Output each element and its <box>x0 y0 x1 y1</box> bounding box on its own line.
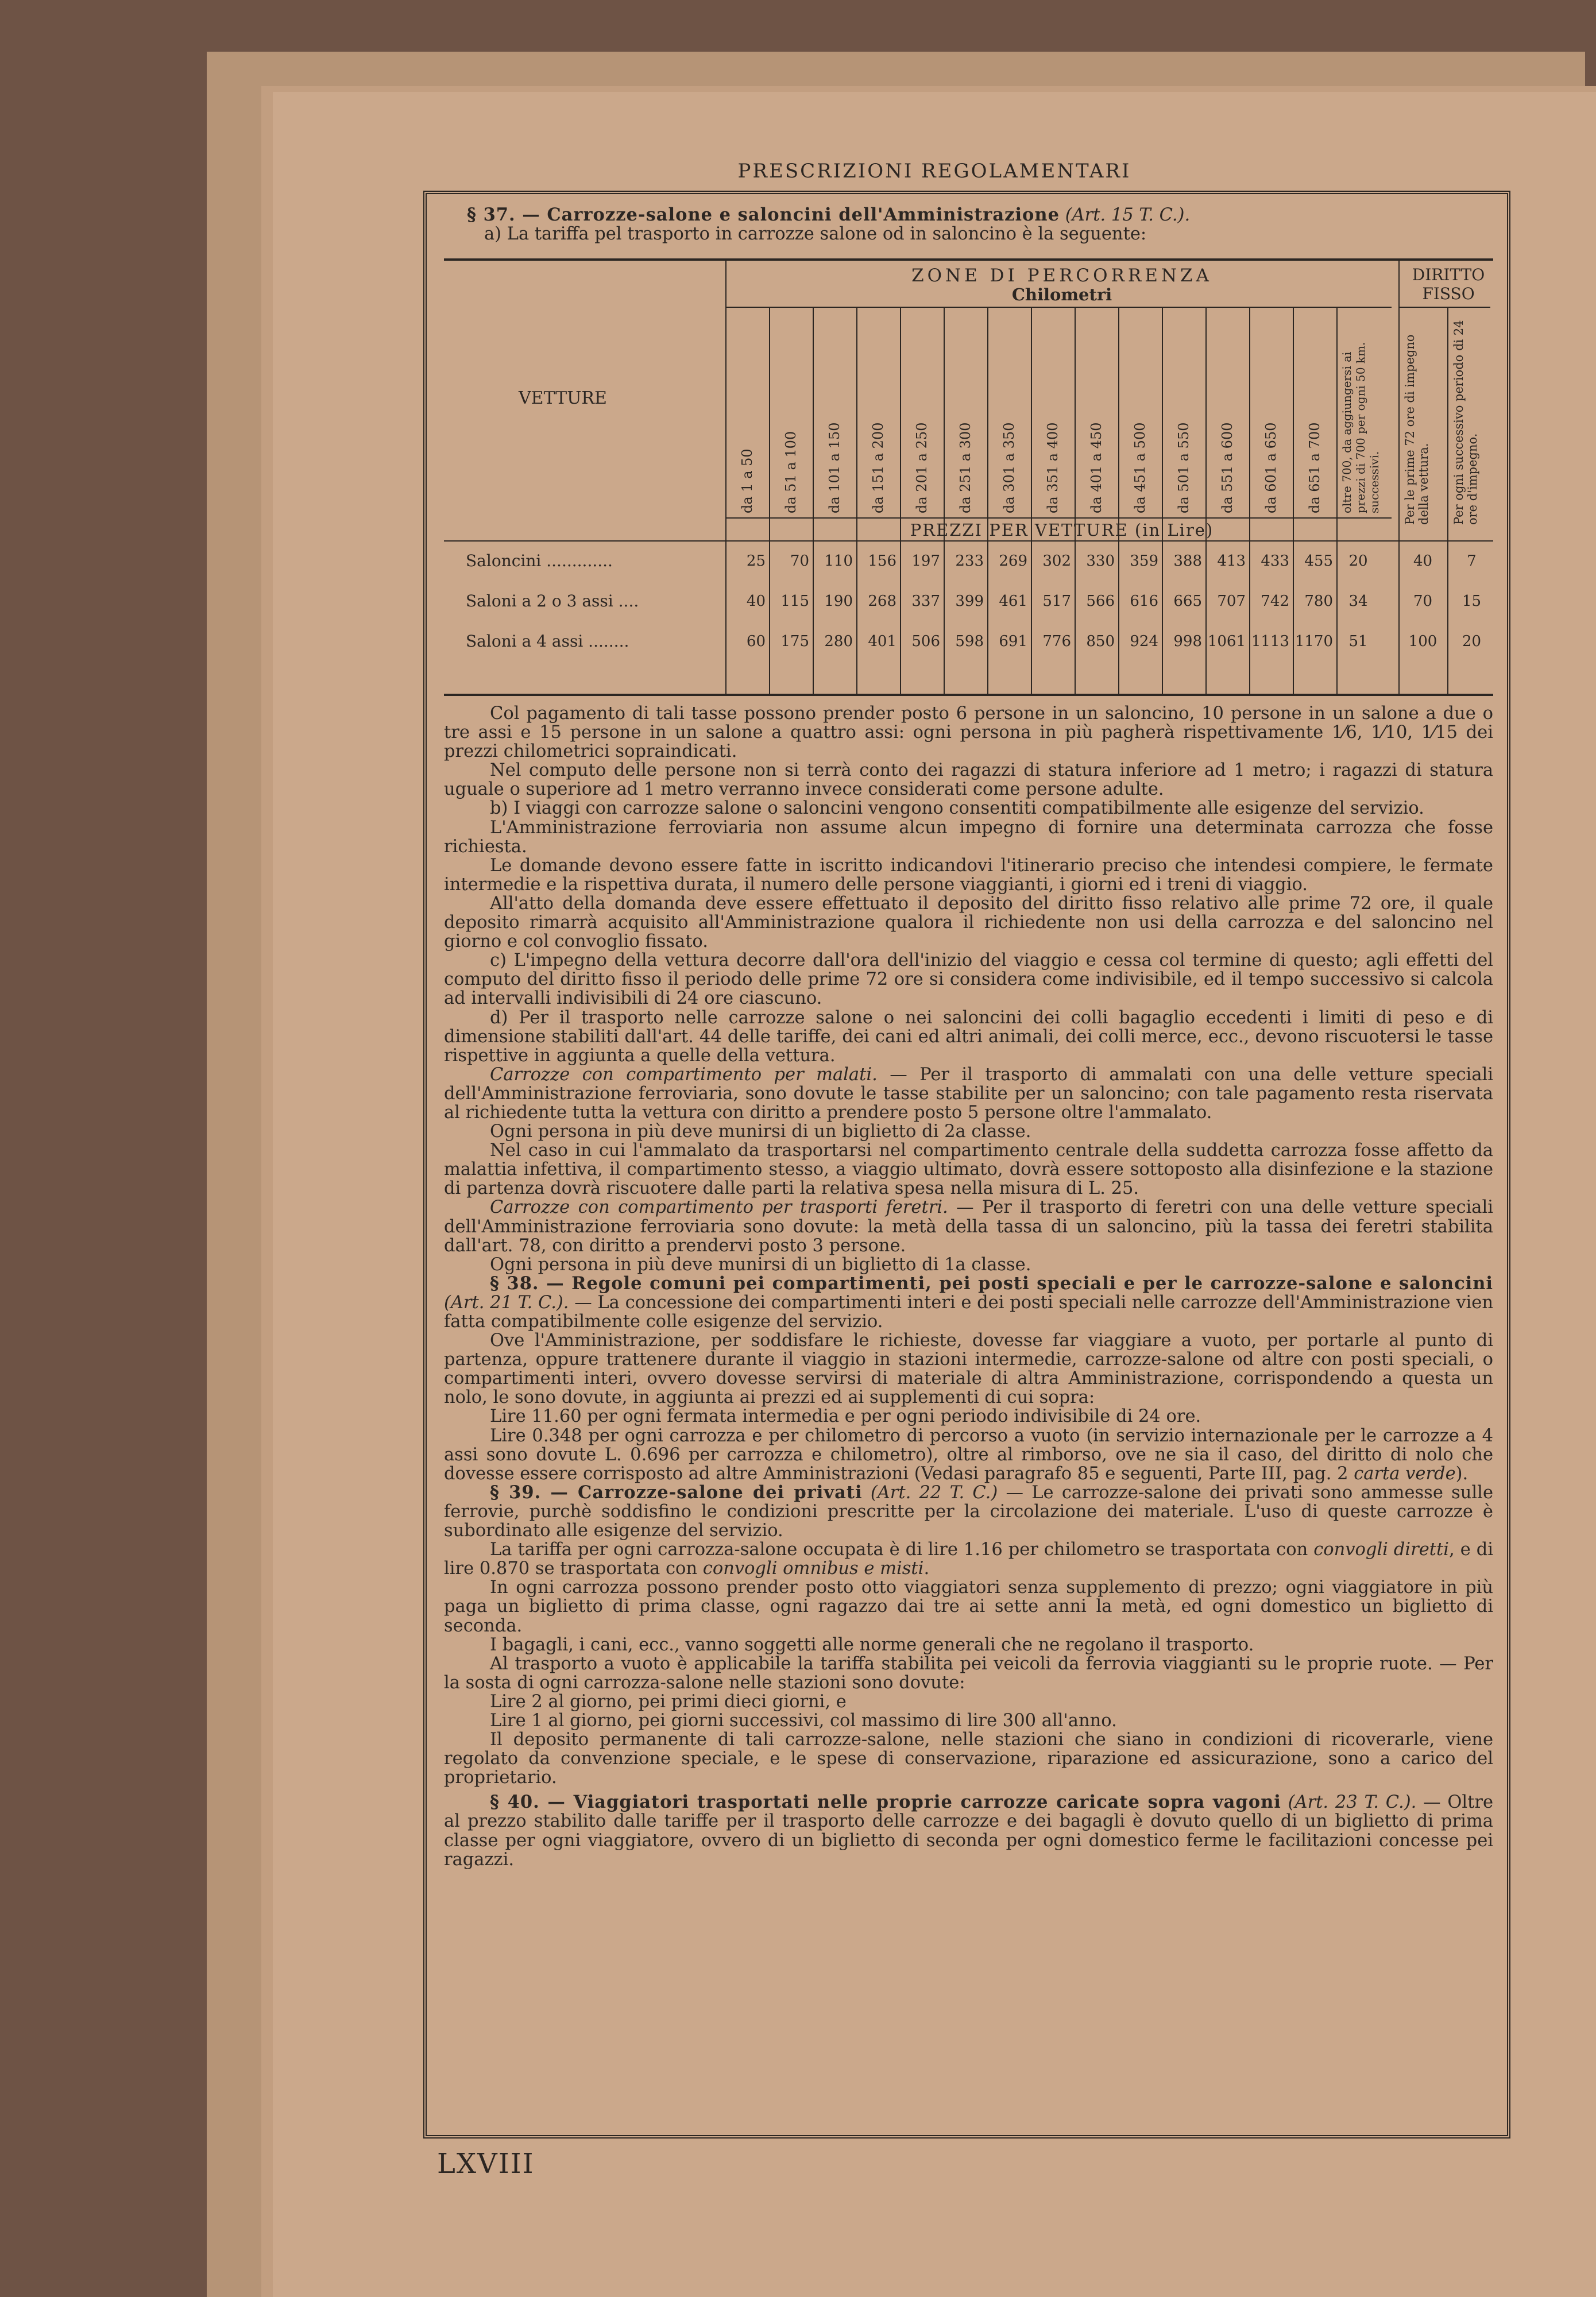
paragraph: Col pagamento di tali tasse possono prender posto 6 persone in un saloncino, 10 persone in un salone a due o tre assi e 15 persone in un salone a quattro assi: ogni persona in più pagherà rispettivamente 1⁄6, 1⁄10, 1⁄15 dei prezzi chilometrici sopraindicati. <box>444 703 1493 762</box>
table-cell: 20 <box>1462 633 1482 650</box>
diritto-column-header: Per le prime 72 ore di impegno della vettura. <box>1403 334 1431 525</box>
table-cell: 707 <box>1217 593 1246 610</box>
section-40: § 40. — Viaggiatori trasportati nelle proprie carrozze caricate sopra vagoni (Art. 23 T. C.). — Oltre al prezzo stabilito dalle tariffe per il trasporto delle carrozze e dei bagagli è dovuto quello di un biglietto di prima classe per ogni viaggiatore, ovvero di un biglietto di seconda per ogni domestico ferme le facilitazioni concesse pei ragazzi. <box>444 1792 1493 1870</box>
zone-column-header: da 51 a 100 <box>783 431 799 513</box>
paragraph: c) L'impegno della vettura decorre dall'ora dell'inizio del viaggio e cessa col termine di questo; agli effetti del computo del diritto fisso il periodo delle prime 72 ore si considera come indivisibile, ed il tempo successivo si calcola ad intervalli indivisibili di 24 ore ciascuno. <box>444 950 1493 1009</box>
zone-column-header: da 251 a 300 <box>957 422 973 513</box>
prezzi-header: PREZZI PER VETTURE (in Lire) <box>910 520 1214 540</box>
body-text <box>444 704 1493 1869</box>
table-cell: 197 <box>911 552 940 570</box>
table-cell: 40 <box>1413 552 1433 570</box>
table-cell: 40 <box>746 593 766 610</box>
table-cell: 110 <box>824 552 853 570</box>
zone-column-header: da 501 a 550 <box>1176 422 1192 513</box>
zone-column-header: da 101 a 150 <box>826 422 843 513</box>
table-cell: 998 <box>1173 633 1202 650</box>
page-number: LXVIII <box>437 2148 535 2180</box>
table-cell: 70 <box>1413 593 1433 610</box>
table-cell: 20 <box>1348 552 1368 570</box>
table-cell: 280 <box>824 633 853 650</box>
running-head: PRESCRIZIONI REGOLAMENTARI <box>737 160 1131 183</box>
table-cell: 70 <box>790 552 809 570</box>
paragraph: Il deposito permanente di tali carrozze-salone, nelle stazioni che siano in condizioni di ricoverarle, viene regolato da convenzione speciale, e le spese di conservazione, riparazione ed assicurazione, sono a carico del proprietario. <box>444 1730 1493 1788</box>
paragraph: Le domande devono essere fatte in iscritto indicandovi l'itinerario preciso che intendesi compiere, le fermate intermedie e la rispettiva durata, il numero delle persone viaggianti, i giorni ed i treni di viaggio. <box>444 855 1493 895</box>
table-cell: 776 <box>1042 633 1071 650</box>
table-row-label: Saloncini ............. <box>466 551 613 570</box>
chilometri-header: Chilometri <box>1011 285 1112 304</box>
paragraph: Carrozze con compartimento per malati. — Per il trasporto di ammalati con una delle vetture speciali dell'Amministrazione ferroviaria, sono dovute le tasse stabilite per un saloncino; con tale pagamento resta riservata al richiedente tutta la vettura con diritto a prendere posto 5 persone oltre l'ammalato. <box>444 1064 1494 1123</box>
diritto-fisso-header: DIRITTO FISSO <box>1412 265 1485 303</box>
paragraph: All'atto della domanda deve essere effettuato il deposito del diritto fisso relativo alle prime 72 ore, il quale deposito rimarrà acquisito all'Amministrazione qualora il richiedente non usi della carrozza e del saloncino nel giorno e col convoglio fissato. <box>444 893 1493 952</box>
paragraph: Ogni persona in più deve munirsi di un biglietto di 1a classe. <box>490 1254 1031 1275</box>
table-cell: 269 <box>999 552 1027 570</box>
paragraph: La tariffa per ogni carrozza-salone occupata è di lire 1.16 per chilometro se trasportata con convogli diretti, e di lire 0.870 se trasportata con convogli omnibus e misti. <box>444 1540 1493 1579</box>
zone-column-header: da 551 a 600 <box>1219 422 1235 513</box>
table-cell: 100 <box>1408 633 1437 650</box>
table-cell: 780 <box>1304 593 1333 610</box>
table-cell: 359 <box>1130 552 1158 570</box>
table-cell: 691 <box>999 633 1027 650</box>
table-cell: 850 <box>1086 633 1115 650</box>
table-cell: 25 <box>746 552 766 570</box>
fare-table <box>444 258 1493 696</box>
table-cell: 401 <box>868 633 896 650</box>
paragraph: d) Per il trasporto nelle carrozze salone o nei saloncini dei colli bagaglio eccedenti i limiti di peso e di dimensione stabiliti dall'art. 44 delle tariffe, dei cani ed altri animali, dei colli merce, ecc., devono riscuotersi le tasse rispettive in aggiunta a quelle della vettura. <box>444 1007 1493 1066</box>
zone-column-header: oltre 700, da aggiungersi ai prezzi di 700 per ogni 50 km. successivi. <box>1340 342 1381 513</box>
table-cell: 337 <box>911 593 940 610</box>
section-38: § 38. — Regole comuni pei compartimenti, pei posti speciali e per le carrozze-salone e saloncini (Art. 21 T. C.). — La concessione dei compartimenti interi e dei posti speciali nelle carrozze dell'Amministrazione vien fatta compatibilmente colle esigenze del servizio. <box>444 1273 1493 1332</box>
table-cell: 433 <box>1261 552 1289 570</box>
table-row-label: Saloni a 2 o 3 assi .... <box>466 591 639 610</box>
paragraph: I bagagli, i cani, ecc., vanno soggetti alle norme generali che ne regolano il trasporto. <box>490 1634 1254 1655</box>
section-37-heading: § 37. — Carrozze-salone e saloncini dell'Amministrazione (Art. 15 T. C.). <box>467 204 1191 225</box>
paragraph: L'Amministrazione ferroviaria non assume alcun impegno di fornire una determinata carrozza che fosse richiesta. <box>444 817 1493 857</box>
table-cell: 388 <box>1173 552 1202 570</box>
table-cell: 330 <box>1086 552 1115 570</box>
table-cell: 616 <box>1130 593 1158 610</box>
paragraph: Carrozze con compartimento per trasporti feretri. — Per il trasporto di feretri con una delle vetture speciali dell'Amministrazione ferroviaria sono dovute: la metà della tassa di un saloncino, più la tassa dei feretri stabilita dall'art. 78, con diritto a prendervi posto 3 persone. <box>444 1197 1493 1256</box>
paragraph: Ove l'Amministrazione, per soddisfare le richieste, dovesse far viaggiare a vuoto, per portarle al punto di partenza, oppure trattenere durante il viaggio in stazioni intermedie, carrozze-salone od altre con posti speciali, o compartimenti interi, ovvero dovesse servirsi di materiale di altra Amministrazione, corrispondendo a questa un nolo, le sono dovute, in aggiunta ai prezzi ed ai supplementi di cui sopra: <box>444 1331 1493 1408</box>
table-cell: 399 <box>955 593 984 610</box>
table-cell: 233 <box>955 552 984 570</box>
zone-header: ZONE DI PERCORRENZA <box>911 265 1212 286</box>
paragraph: Lire 1 al giorno, pei giorni successivi, col massimo di lire 300 all'anno. <box>490 1710 1117 1731</box>
table-cell: 1113 <box>1251 633 1289 650</box>
table-cell: 598 <box>955 633 984 650</box>
table-cell: 60 <box>746 633 766 650</box>
section-37 <box>444 204 1494 1870</box>
table-cell: 175 <box>780 633 809 650</box>
zone-column-header: da 401 a 450 <box>1088 422 1104 513</box>
zone-column-header: da 351 a 400 <box>1045 422 1061 513</box>
table-cell: 34 <box>1348 593 1368 610</box>
paragraph: Lire 2 al giorno, pei primi dieci giorni, e <box>490 1691 847 1712</box>
paragraph: Nel caso in cui l'ammalato da trasportarsi nel compartimento centrale della suddetta carrozza fosse affetto da malattia infettiva, il compartimento stesso, a viaggio ultimato, dovrà essere sottoposto alla disinfezione e la stazione di partenza dovrà riscuotere dalle parti la relativa spesa nella misura di L. 25. <box>444 1140 1493 1199</box>
zone-column-header: da 451 a 500 <box>1132 422 1148 513</box>
paragraph: Nel computo delle persone non si terrà conto dei ragazzi di statura inferiore ad 1 metro; i ragazzi di statura uguale o superiore ad 1 metro verranno invece considerati come persone adulte. <box>444 760 1493 800</box>
table-cell: 190 <box>824 593 853 610</box>
table-cell: 461 <box>999 593 1027 610</box>
content-frame <box>423 191 1510 2139</box>
table-cell: 455 <box>1304 552 1333 570</box>
paragraph: Lire 11.60 per ogni fermata intermedia e per ogni periodo indivisibile di 24 ore. <box>490 1406 1201 1427</box>
table-cell: 924 <box>1130 633 1158 650</box>
zone-column-header: da 651 a 700 <box>1307 422 1323 513</box>
zone-column-header: da 601 a 650 <box>1263 422 1279 513</box>
vetture-header: VETTURE <box>519 388 607 408</box>
table-cell: 742 <box>1261 593 1289 610</box>
paragraph: Lire 0.348 per ogni carrozza e per chilometro di percorso a vuoto (in servizio internazionale per le carrozze a 4 assi sono dovute L. 0.696 per carrozza e chilometro), oltre al rimborso, ove ne sia il caso, del diritto di nolo che dovesse essere corrisposto ad altre Amministrazioni (Vedasi paragrafo 85 e seguenti, Parte III, pag. 2 carta verde). <box>444 1425 1493 1484</box>
table-cell: 665 <box>1173 593 1202 610</box>
diritto-column-header: Per ogni successivo periodo di 24 ore d'impegno. <box>1452 320 1479 525</box>
table-cell: 7 <box>1467 552 1477 570</box>
table-cell: 156 <box>868 552 896 570</box>
zone-column-header: da 301 a 350 <box>1001 422 1017 513</box>
table-cell: 15 <box>1462 593 1482 610</box>
zone-column-header: da 1 a 50 <box>739 448 755 513</box>
table-cell: 506 <box>911 633 940 650</box>
section-39: § 39. — Carrozze-salone dei privati (Art. 22 T. C.) — Le carrozze-salone dei privati sono ammesse sulle ferrovie, purchè soddisfino le condizioni prescritte per la circolazione dei materiale. L'uso di queste carrozze è subordinato alle esigenze del servizio. <box>444 1482 1493 1541</box>
table-cell: 115 <box>780 593 809 610</box>
table-cell: 51 <box>1348 633 1368 650</box>
table-row-label: Saloni a 4 assi ........ <box>466 632 629 651</box>
table-cell: 413 <box>1217 552 1246 570</box>
table-cell: 1170 <box>1294 633 1333 650</box>
paragraph: Al trasporto a vuoto è applicabile la tariffa stabilita pei veicoli da ferrovia viaggianti su le proprie ruote. — Per la sosta di ogni carrozza-salone nelle stazioni sono dovute: <box>444 1653 1493 1693</box>
table-cell: 302 <box>1042 552 1071 570</box>
zone-column-header: da 151 a 200 <box>870 422 886 513</box>
table-cell: 268 <box>868 593 896 610</box>
paragraph: b) I viaggi con carrozze salone o saloncini vengono consentiti compatibilmente alle esigenze del servizio. <box>490 798 1424 819</box>
table-cell: 566 <box>1086 593 1115 610</box>
table-cell: 517 <box>1042 593 1071 610</box>
zone-column-header: da 201 a 250 <box>914 422 930 513</box>
section-37-intro: a) La tariffa pel trasporto in carrozze salone od in saloncino è la seguente: <box>484 224 1147 245</box>
table-cell: 1061 <box>1207 633 1246 650</box>
paragraph: Ogni persona in più deve munirsi di un biglietto di 2a classe. <box>490 1122 1031 1142</box>
page <box>273 92 1596 2297</box>
paragraph: In ogni carrozza possono prender posto otto viaggiatori senza supplemento di prezzo; ogni viaggiatore in più paga un biglietto di prima classe, ogni ragazzo dai tre ai sette anni la metà, ed ogni domestico un biglietto di seconda. <box>444 1577 1493 1636</box>
